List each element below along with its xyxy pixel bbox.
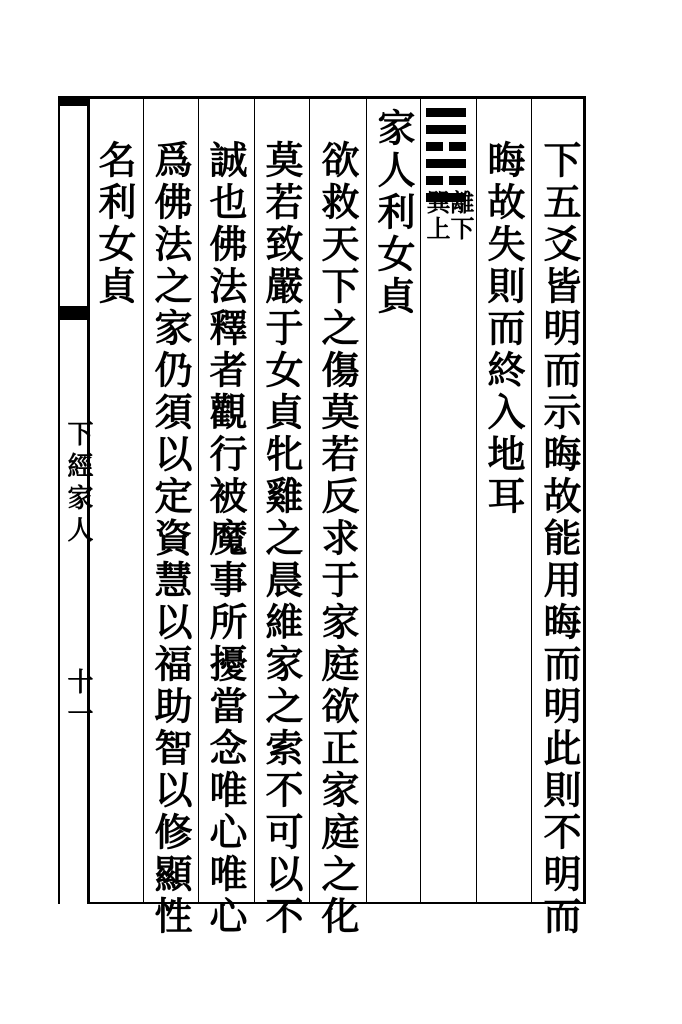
column-divider bbox=[254, 99, 255, 902]
text-column-4: 家人利女貞 bbox=[371, 108, 416, 318]
top-border-line bbox=[88, 96, 584, 99]
text-column-8: 爲佛法之家仍須以定資慧以福助智以修顯性 bbox=[148, 140, 193, 938]
trigram-upper-label: 巽上 bbox=[422, 190, 451, 242]
upper-fish-tail-mark bbox=[60, 96, 87, 106]
column-divider bbox=[309, 99, 310, 902]
text-column-5: 欲救天下之傷莫若反求于家庭欲正家庭之化 bbox=[315, 140, 360, 938]
text-column-6: 莫若致嚴于女貞牝雞之晨維家之索不可以不 bbox=[259, 140, 304, 938]
margin-page-number: 十一 bbox=[63, 668, 93, 732]
lower-fish-tail-mark bbox=[60, 306, 87, 320]
text-column-9: 名利女貞 bbox=[92, 140, 137, 308]
hexagram-line-2 bbox=[426, 125, 466, 134]
hexagram-line-5 bbox=[426, 176, 466, 185]
column-divider bbox=[366, 99, 367, 902]
text-column-2: 晦故失則而終入地耳 bbox=[481, 140, 526, 518]
text-column-7: 誠也佛法釋者觀行被魔事所擾當念唯心唯心 bbox=[203, 140, 248, 938]
right-border-line bbox=[583, 96, 586, 904]
hexagram-line-3 bbox=[426, 142, 466, 151]
column-divider bbox=[476, 99, 477, 902]
hexagram-line-1 bbox=[426, 108, 466, 117]
text-column-1: 下五爻皆明而示晦故能用晦而明此則不明而 bbox=[537, 140, 582, 938]
margin-title: 下經家人 bbox=[63, 420, 93, 548]
column-divider bbox=[198, 99, 199, 902]
hexagram-line-4 bbox=[426, 159, 466, 168]
trigram-lower-label: 離下 bbox=[446, 190, 475, 242]
column-divider bbox=[143, 99, 144, 902]
column-divider bbox=[531, 99, 532, 902]
column-divider bbox=[420, 99, 421, 902]
